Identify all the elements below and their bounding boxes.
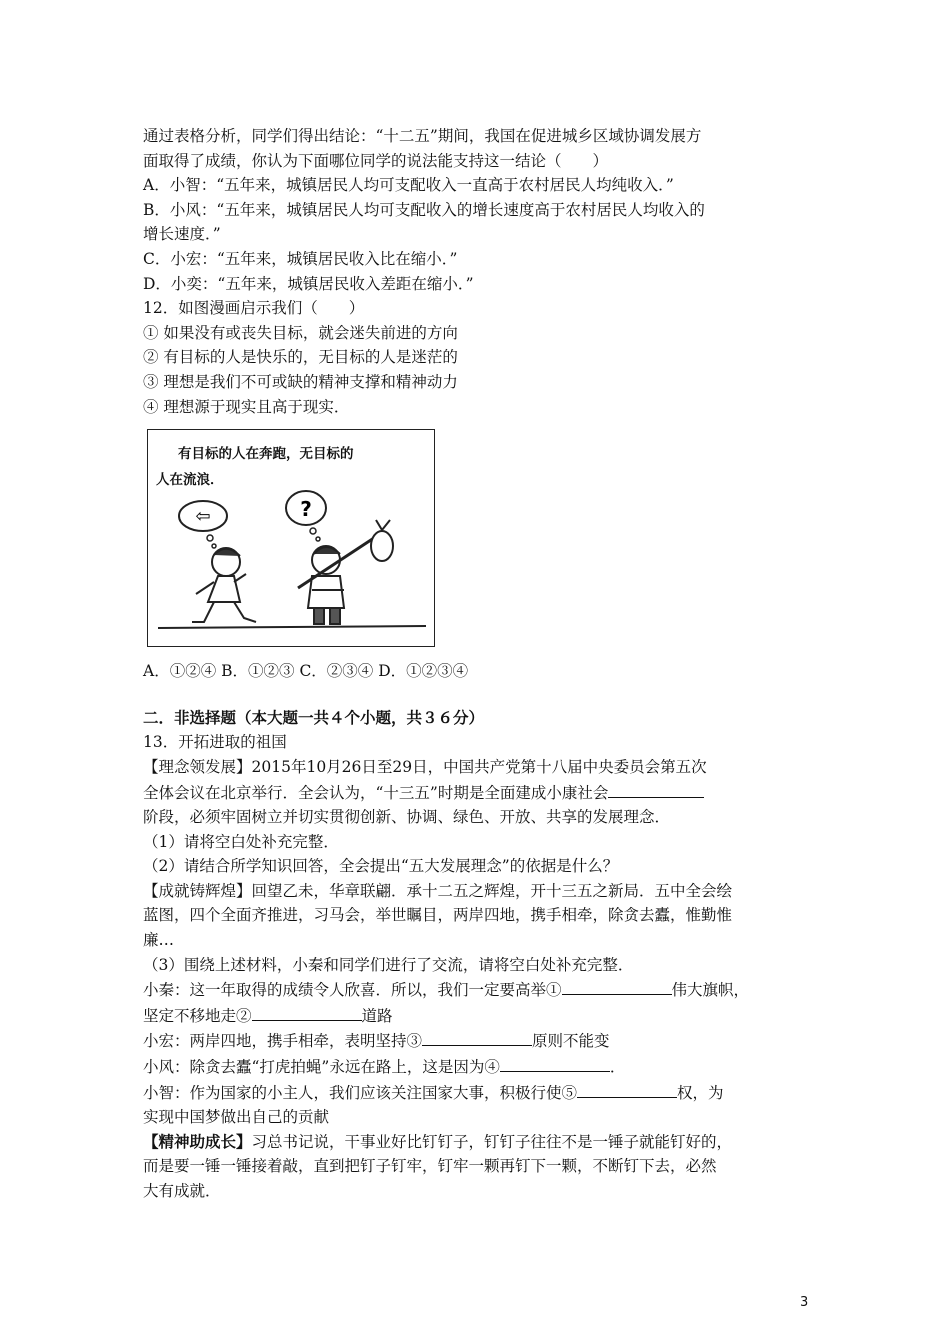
q13-paragraph-2-end: 廉…: [143, 931, 175, 950]
q13-paragraph-1: 【理念领发展】2015年10月26日至29日，中国共产党第十八届中央委员会第五次: [143, 757, 707, 776]
q13-paragraph-3-end: 大有成就．: [143, 1182, 221, 1200]
dialogue-xiaoqin: 小秦：这一年取得的成绩令人欣喜．所以，我们一定要高举① 伟大旗帜，: [143, 977, 823, 1003]
q13-paragraph-1-cont: 全体会议在北京举行．全会认为，“十三五”时期是全面建成小康社会: [143, 780, 823, 806]
q11-stem-line: 通过表格分析，同学们得出结论：“十二五”期间，我国在促进城乡区域协调发展方: [143, 127, 702, 145]
cartoon-caption-line2: 人在流浪．: [156, 472, 224, 489]
dialogue-xiaozhi-cont: 实现中国梦做出自己的贡献: [143, 1108, 330, 1127]
q13-tag-achievement: 【成就铸辉煌】: [143, 881, 252, 900]
q13-sub-question-3: （3）围绕上述材料，小秦和同学们进行了交流，请将空白处补充完整．: [143, 955, 634, 974]
question-mark-icon: ?: [300, 497, 312, 522]
wandering-child-figure: [298, 520, 393, 624]
q13-title: 13．开拓进取的祖国: [143, 733, 287, 752]
q13-sub-question-1: （1）请将空白处补充完整．: [143, 832, 339, 851]
blank-field-6[interactable]: [577, 1080, 677, 1098]
section-heading: 二．非选择题（本大题一共４个小题，共３６分）: [143, 708, 485, 727]
q12-item-1: ① 如果没有或丧失目标，就会迷失前进的方向: [143, 323, 458, 342]
cartoon-caption-line1: 有目标的人在奔跑，无目标的: [178, 446, 354, 463]
dialogue-xiaoqin-cont: 坚定不移地走② 道路: [143, 1003, 823, 1029]
q11-option-b-cont: 增长速度．”: [143, 225, 221, 244]
q12-options: A．①②④ B．①②③ C．②③④ D．①②③④: [143, 662, 469, 681]
cartoon-illustration: [147, 429, 435, 647]
page-number: 3: [800, 1295, 809, 1310]
dialogue-xiaofeng: 小风：除贪去蠹“打虎拍蝇”永远在路上，这是因为④ ．: [143, 1054, 823, 1080]
q13-tag-concept: 【理念领发展】: [143, 757, 252, 776]
blank-field-5[interactable]: [500, 1054, 610, 1072]
q11-option-d: D．小奕：“五年来，城镇居民收入差距在缩小．”: [143, 274, 474, 293]
blank-field-1[interactable]: [608, 780, 704, 798]
q12-item-4: ④ 理想源于现实且高于现实．: [143, 397, 350, 416]
q13-paragraph-3-cont: 而是要一锤一锤接着敲，直到把钉子钉牢，钉牢一颗再钉下一颗，不断钉下去，必然: [143, 1157, 717, 1176]
running-child-figure: [192, 548, 256, 622]
q11-option-a: A．小智：“五年来，城镇居民人均可支配收入一直高于农村居民人均纯收入．”: [143, 176, 674, 195]
cartoon-drawing: [148, 430, 434, 646]
q12-item-3: ③ 理想是我们不可或缺的精神支撑和精神动力: [143, 372, 458, 391]
q12-item-2: ② 有目标的人是快乐的，无目标的人是迷茫的: [143, 348, 458, 367]
q13-paragraph-3: 【精神助成长】习总书记说，干事业好比钉钉子，钉钉子往往不是一锤子就能钉好的，: [143, 1131, 733, 1151]
q12-stem: 12．如图漫画启示我们（ ）: [143, 299, 365, 318]
blank-field-2[interactable]: [562, 977, 672, 995]
q13-sub-question-2: （2）请结合所学知识回答，全会提出“五大发展理念”的依据是什么？: [143, 857, 619, 876]
q13-paragraph-2-cont: 蓝图，四个全面齐推进，习马会，举世瞩目，两岸四地，携手相牵，除贪去蠹，惟勤惟: [143, 906, 733, 925]
q11-option-b: B．小风：“五年来，城镇居民人均可支配收入的增长速度高于农村居民人均收入的: [143, 200, 705, 219]
q13-tag-spirit: 【精神助成长】: [143, 1131, 252, 1151]
q11-stem-line: 面取得了成绩，你认为下面哪位同学的说法能支持这一结论（ ）: [143, 151, 609, 170]
page-content: [143, 124, 823, 1204]
dialogue-xiaohong: 小宏：两岸四地，携手相牵，表明坚持③ 原则不能变: [143, 1028, 823, 1054]
blank-field-4[interactable]: [422, 1028, 532, 1046]
dialogue-xiaozhi: 小智：作为国家的小主人，我们应该关注国家大事，积极行使⑤ 权，为: [143, 1080, 823, 1106]
q13-paragraph-1-end: 阶段，必须牢固树立并切实贯彻创新、协调、绿色、开放、共享的发展理念．: [143, 808, 671, 827]
blank-field-3[interactable]: [252, 1003, 362, 1021]
arrow-icon: ⇦: [195, 506, 211, 528]
q11-option-c: C．小宏：“五年来，城镇居民收入比在缩小．”: [143, 249, 458, 268]
q13-paragraph-2: 【成就铸辉煌】回望乙未，华章联翩．承十二五之辉煌，开十三五之新局．五中全会绘: [143, 881, 733, 900]
